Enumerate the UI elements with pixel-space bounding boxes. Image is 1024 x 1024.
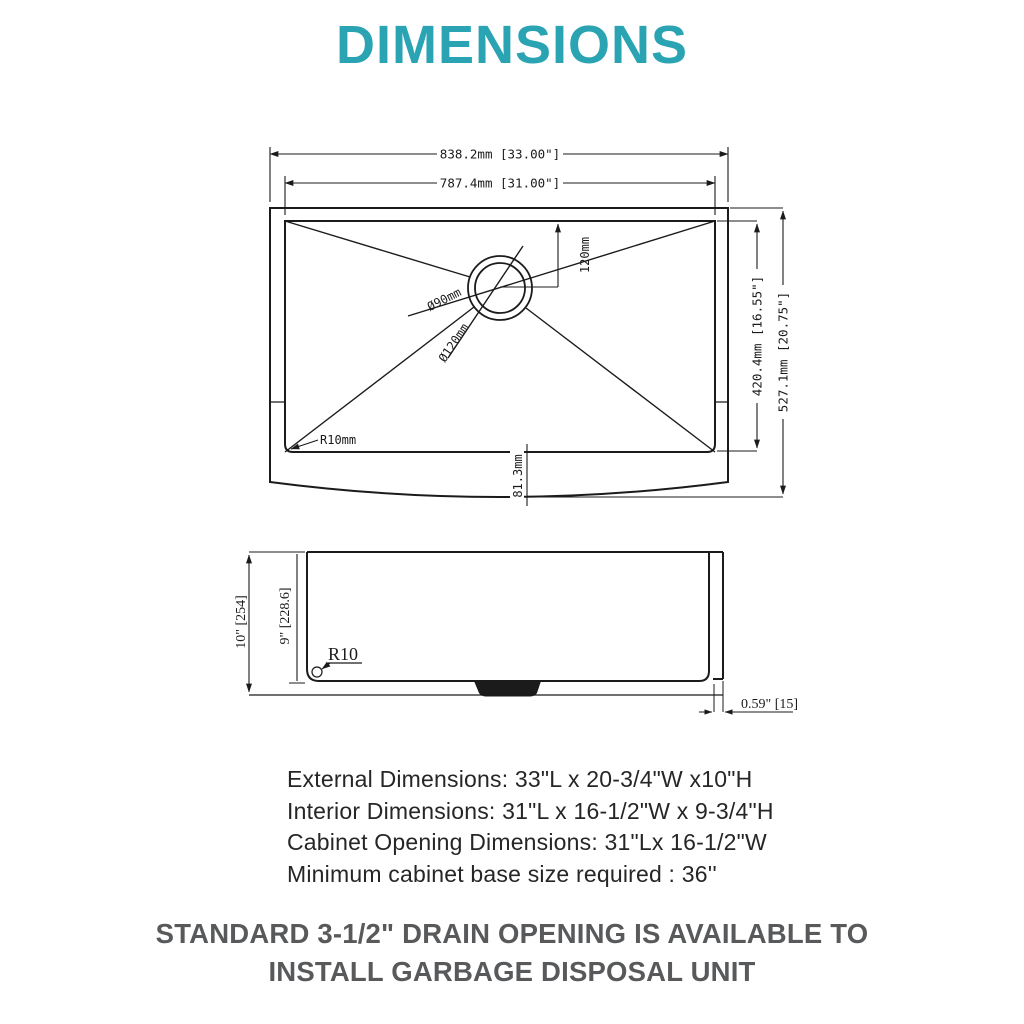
dim-interior-depth: [717, 221, 765, 451]
dim-corner-radius-top: [291, 433, 356, 449]
dim-apron-depth: [510, 444, 533, 506]
drain-diameter-inner-label: Ø90mm: [424, 284, 464, 314]
dim-interior-height: [278, 552, 305, 683]
dim-overall-width-label: 838.2mm [33.00"]: [439, 146, 561, 162]
spec-cabinet-opening: Cabinet Opening Dimensions: 31"Lx 16-1/2"W: [287, 829, 767, 855]
dim-overall-width: [270, 146, 728, 202]
side-apron-lip: [713, 552, 723, 679]
dim-drain-offset-label: 120mm: [578, 236, 592, 274]
sink-outer-outline: [270, 208, 728, 497]
dim-interior-depth-label: 420.4mm [16.55"]: [749, 275, 765, 397]
dim-drain-offset: [500, 224, 592, 287]
corner-radius-label: R10mm: [320, 433, 357, 447]
drain-statement-line2: INSTALL GARBAGE DISPOSAL UNIT: [268, 956, 756, 987]
page-title: DIMENSIONS: [335, 15, 689, 75]
dim-apron-offset: [699, 681, 798, 712]
dimension-specs: [287, 764, 774, 890]
dim-overall-height-label: 10" [254]: [234, 595, 249, 649]
drain-diameter-outer-label: Ø120mm: [435, 320, 472, 365]
dim-corner-radius-side-label: R10: [328, 644, 359, 664]
side-drain-fitting: [474, 681, 541, 697]
dim-overall-depth-label: 527.1mm [20.75"]: [775, 291, 791, 413]
side-tub-outline: [307, 552, 709, 681]
dim-apron-offset-label: 0.59" [15]: [741, 697, 799, 712]
corner-radius-mark: [312, 667, 322, 677]
basin-diagonal-topleft: [285, 221, 470, 277]
dim-overall-height: [234, 552, 305, 692]
drain-statement-line1: STANDARD 3-1/2" DRAIN OPENING IS AVAILABLE TO: [155, 918, 869, 949]
dim-apron-depth-label: 81.3mm: [511, 454, 525, 498]
spec-minimum-cabinet-base: Minimum cabinet base size required : 36'': [287, 860, 717, 887]
side-view: [234, 552, 798, 712]
spec-interior-dimensions: Interior Dimensions: 31"L x 16-1/2"W x 9-3/4"H: [287, 797, 774, 824]
dim-overall-depth: [502, 208, 791, 497]
basin-diagonal-bottomleft: [285, 307, 474, 452]
dim-interior-width-label: 787.4mm [31.00"]: [439, 175, 561, 191]
top-view: [270, 146, 791, 506]
drain-statement: [0, 915, 1024, 991]
basin-diagonal-bottomright: [526, 308, 715, 452]
dim-interior-height-label: 9" [228.6]: [278, 587, 293, 645]
dim-corner-radius-side: [312, 644, 362, 677]
spec-external-dimensions: External Dimensions: 33"L x 20-3/4"W x10"H: [287, 766, 753, 792]
